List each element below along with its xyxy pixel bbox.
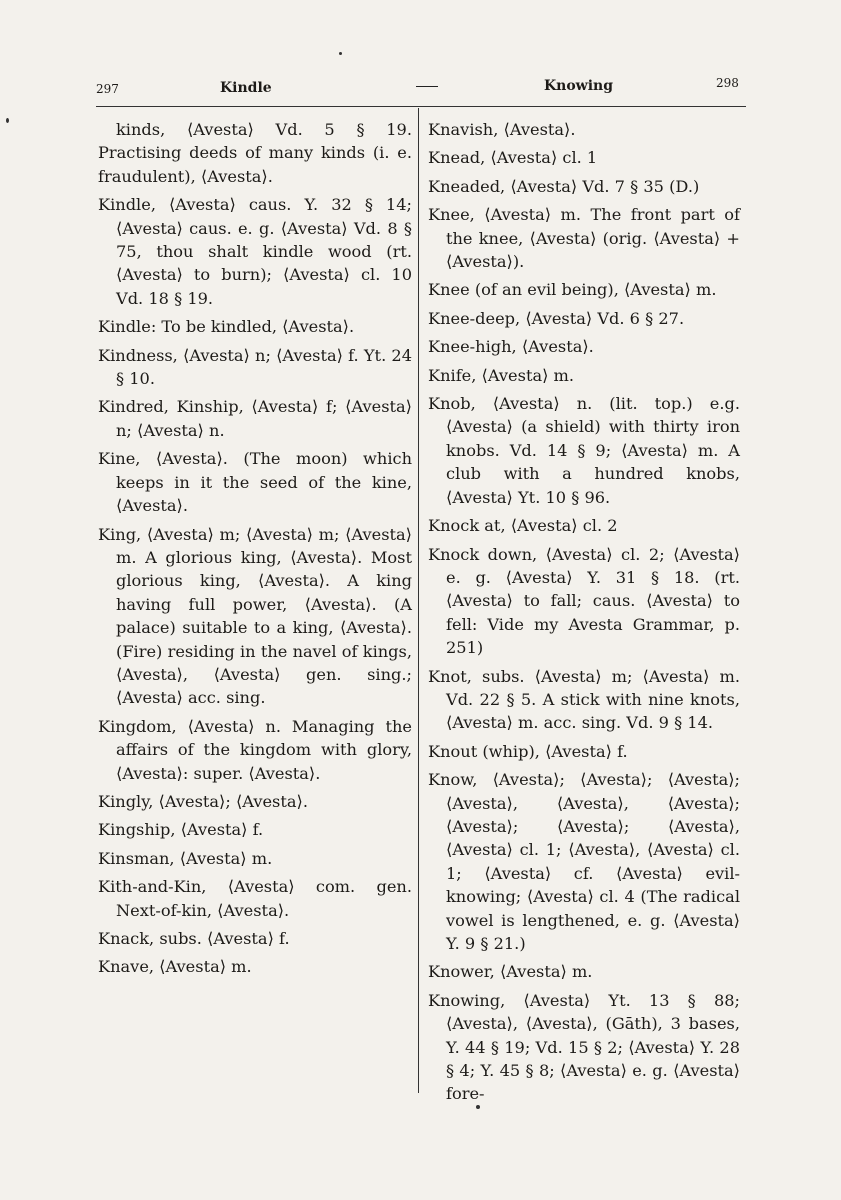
- entry-kingly: Kingly, ⟨Avesta⟩; ⟨Avesta⟩.: [98, 791, 308, 811]
- entry-kindred: Kindred, Kinship, ⟨Avesta⟩ f; ⟨Avesta⟩ n; ⟨Avesta⟩ n.: [98, 397, 412, 440]
- entry-king: King, ⟨Avesta⟩ m; ⟨Avesta⟩ m; ⟨Avesta⟩ m. A glorious king, ⟨Avesta⟩. Most glorious king, ⟨Avesta⟩. A king having full power, ⟨Avesta⟩. (A palace) suitable to a king, ⟨Avesta⟩. (Fire) residing in the navel of kings, ⟨Avesta⟩, ⟨Avesta⟩ gen. sing.; ⟨Avesta⟩ acc. sing.: [98, 524, 412, 708]
- entry-knee-deep: Knee-deep, ⟨Avesta⟩ Vd. 6 § 27.: [428, 308, 685, 328]
- entry-knock-at: Knock at, ⟨Avesta⟩ cl. 2: [428, 516, 618, 536]
- left-running-title: Kindle: [220, 80, 272, 96]
- entry-knee-high: Knee-high, ⟨Avesta⟩.: [428, 337, 594, 357]
- entry-knob: Knob, ⟨Avesta⟩ n. (lit. top.) e.g. ⟨Avesta⟩ (a shield) with thirty iron knobs. Vd. 14 § 9; ⟨Avesta⟩ m. A club with a hundred knobs, ⟨Avesta⟩ Yt. 10 § 96.: [428, 394, 740, 507]
- entry-knot: Knot, subs. ⟨Avesta⟩ m; ⟨Avesta⟩ m. Vd. 22 § 5. A stick with nine knots, ⟨Avesta⟩ m. acc. sing. Vd. 9 § 14.: [428, 666, 740, 733]
- entry-kingdom: Kingdom, ⟨Avesta⟩ n. Managing the affairs of the kingdom with glory, ⟨Avesta⟩: super. ⟨Avesta⟩.: [98, 716, 412, 783]
- entry-kindle-to-be-kindled: Kindle: To be kindled, ⟨Avesta⟩.: [98, 317, 355, 337]
- entry-knife: Knife, ⟨Avesta⟩ m.: [428, 365, 575, 385]
- column-divider: [418, 108, 419, 1093]
- entry-knave: Knave, ⟨Avesta⟩ m.: [98, 957, 252, 977]
- entry-kinds: kinds, ⟨Avesta⟩ Vd. 5 § 19. Practising deeds of many kinds (i. e. fraudulent), ⟨Avesta⟩.: [98, 120, 412, 186]
- entry-kindness: Kindness, ⟨Avesta⟩ n; ⟨Avesta⟩ f. Yt. 24 § 10.: [98, 345, 412, 389]
- entry-kingship: Kingship, ⟨Avesta⟩ f.: [98, 820, 264, 840]
- entry-knout: Knout (whip), ⟨Avesta⟩ f.: [428, 741, 628, 761]
- right-column: [428, 118, 740, 1111]
- entry-kith-and-kin: Kith-and-Kin, ⟨Avesta⟩ com. gen. Next-of-kin, ⟨Avesta⟩.: [98, 877, 412, 920]
- right-page-number: 298: [716, 76, 739, 90]
- entry-knack: Knack, subs. ⟨Avesta⟩ f.: [98, 929, 290, 948]
- right-running-title: Knowing: [544, 78, 614, 94]
- entry-know: Know, ⟨Avesta⟩; ⟨Avesta⟩; ⟨Avesta⟩; ⟨Avesta⟩, ⟨Avesta⟩, ⟨Avesta⟩; ⟨Avesta⟩; ⟨Avesta⟩; ⟨Avesta⟩, ⟨Avesta⟩ cl. 1; ⟨Avesta⟩, ⟨Avesta⟩ cl. 1; ⟨Avesta⟩ cf. ⟨Avesta⟩ evil-knowing; ⟨Avesta⟩ cl. 4 (The radical vowel is lengthened, e. g. ⟨Avesta⟩ Y. 9 § 21.): [428, 770, 740, 953]
- left-column: [98, 118, 412, 984]
- entry-knowing: Knowing, ⟨Avesta⟩ Yt. 13 § 88; ⟨Avesta⟩, ⟨Avesta⟩, (Gāth), 3 bases, Y. 44 § 19; Vd. 15 § 2; ⟨Avesta⟩ Y. 28 § 4; Y. 45 § 8; ⟨Avesta⟩ e. g. ⟨Avesta⟩ fore-: [428, 990, 740, 1104]
- running-header: [96, 76, 746, 98]
- entry-kneaded: Kneaded, ⟨Avesta⟩ Vd. 7 § 35 (D.): [428, 176, 700, 196]
- entry-knee-evil-being: Knee (of an evil being), ⟨Avesta⟩ m.: [428, 280, 717, 300]
- header-rule: [96, 106, 746, 107]
- entry-knee: Knee, ⟨Avesta⟩ m. The front part of the knee, ⟨Avesta⟩ (orig. ⟨Avesta⟩ + ⟨Avesta⟩).: [428, 205, 740, 272]
- entry-knower: Knower, ⟨Avesta⟩ m.: [428, 962, 593, 982]
- entry-kinsman: Kinsman, ⟨Avesta⟩ m.: [98, 848, 273, 868]
- ink-speck: [339, 52, 342, 55]
- left-page-number: 297: [96, 82, 119, 96]
- entry-kindle: Kindle, ⟨Avesta⟩ caus. Y. 32 § 14; ⟨Avesta⟩ caus. e. g. ⟨Avesta⟩ Vd. 8 § 75, thou shalt kindle wood (rt. ⟨Avesta⟩ to burn); ⟨Avesta⟩ cl. 10 Vd. 18 § 19.: [98, 195, 412, 308]
- entry-knavish: Knavish, ⟨Avesta⟩.: [428, 120, 576, 139]
- entry-kine: Kine, ⟨Avesta⟩. (The moon) which keeps in it the seed of the kine, ⟨Avesta⟩.: [98, 449, 412, 516]
- entry-knead: Knead, ⟨Avesta⟩ cl. 1: [428, 148, 598, 168]
- ink-speck: [6, 118, 9, 123]
- ink-speck: [476, 1105, 480, 1109]
- entry-knock-down: Knock down, ⟨Avesta⟩ cl. 2; ⟨Avesta⟩ e. g. ⟨Avesta⟩ Y. 31 § 18. (rt. ⟨Avesta⟩ to fall; caus. ⟨Avesta⟩ to fell: Vide my Avesta Grammar, p. 251): [428, 544, 740, 658]
- header-dash: [416, 86, 438, 87]
